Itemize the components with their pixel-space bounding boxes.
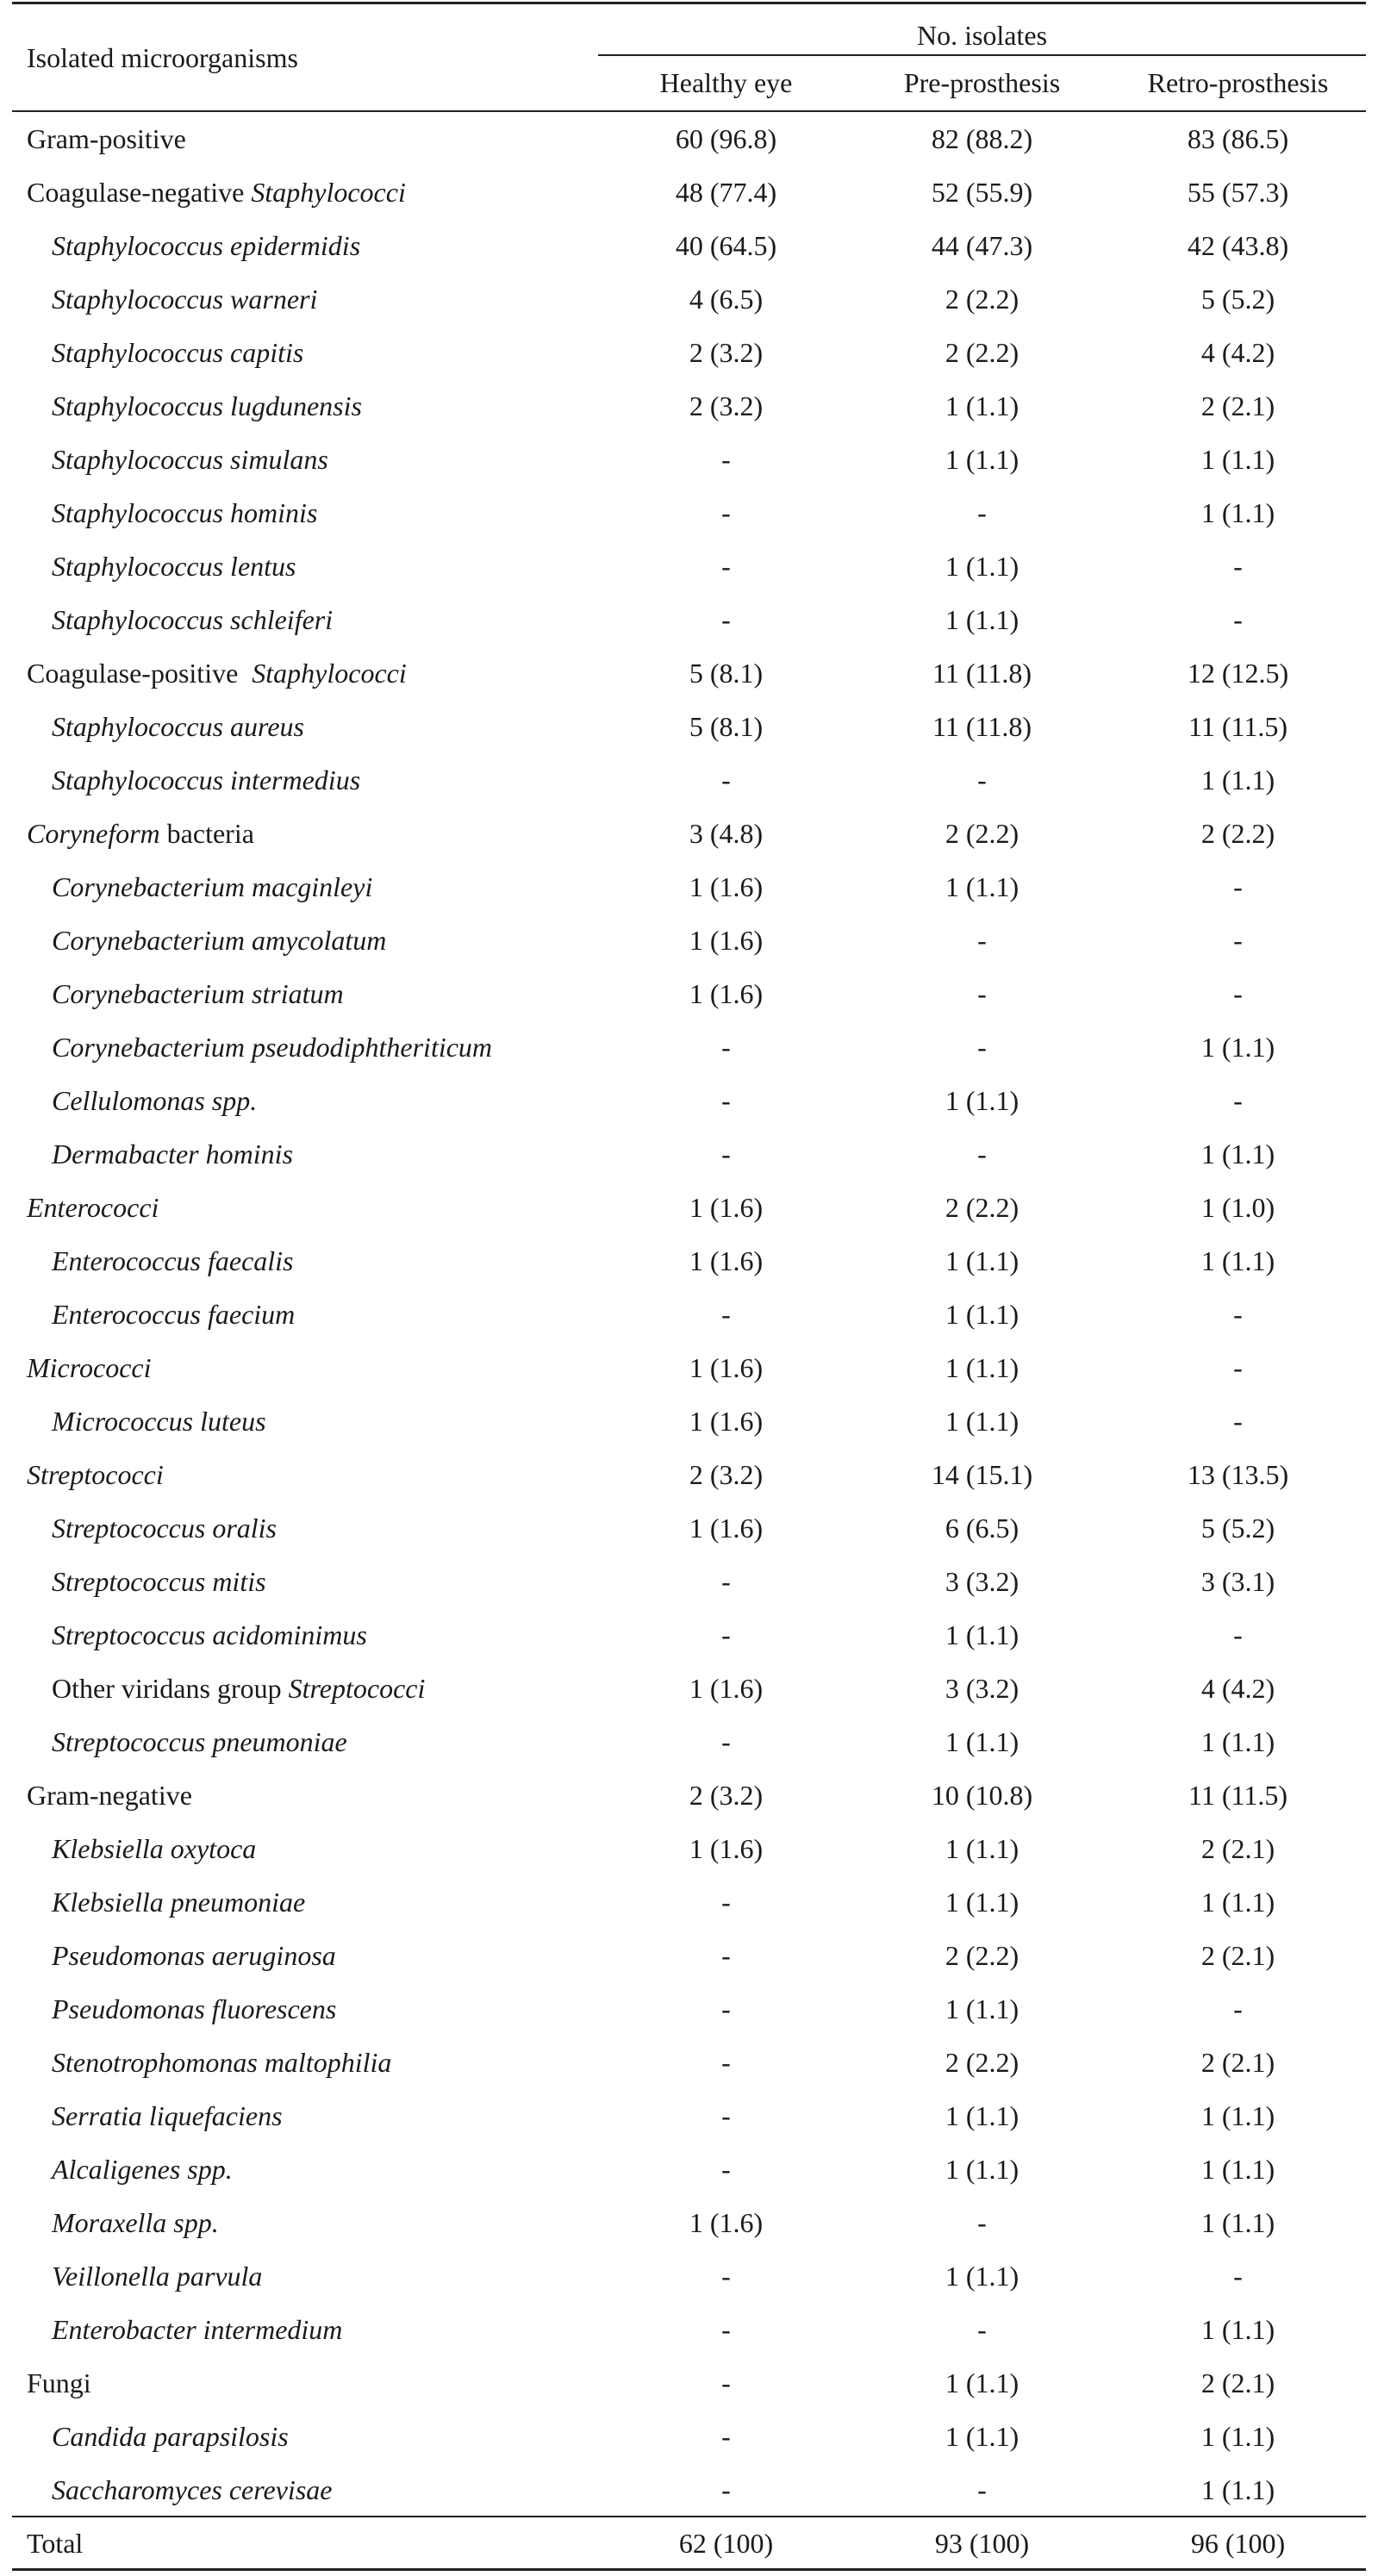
table-row bbox=[12, 1929, 1366, 1982]
cell-pre-prosthesis: 2 (2.2) bbox=[945, 1940, 1019, 1971]
organism-name-part: Saccharomyces cerevisae bbox=[52, 2474, 333, 2505]
organism-name-part: Staphylococcus lentus bbox=[52, 551, 296, 582]
cell-retro-prosthesis: 2 (2.1) bbox=[1200, 1940, 1275, 1971]
cell-pre-prosthesis: 11 (11.8) bbox=[932, 711, 1032, 742]
table-row bbox=[12, 433, 1366, 486]
cell-retro-prosthesis: - bbox=[1233, 2261, 1243, 2292]
cell-retro-prosthesis: 4 (4.2) bbox=[1200, 337, 1275, 368]
cell-pre-prosthesis: 1 (1.1) bbox=[945, 1245, 1019, 1276]
organism-name bbox=[27, 646, 407, 700]
organism-name bbox=[52, 2196, 219, 2249]
top-rule bbox=[12, 2, 1366, 4]
column-header-pre-prosthesis: Pre-prosthesis bbox=[903, 67, 1061, 98]
organism-name bbox=[52, 593, 333, 646]
organism-name-part: Staphylococcus warneri bbox=[52, 284, 318, 315]
organism-name-part: Cellulomonas spp. bbox=[52, 1085, 258, 1116]
cell-healthy-eye: 40 (64.5) bbox=[675, 230, 777, 261]
organism-name bbox=[52, 700, 304, 753]
cell-healthy-eye: - bbox=[721, 1993, 731, 2024]
first-column-header: Isolated microorganisms bbox=[27, 42, 298, 73]
cell-healthy-eye: 1 (1.6) bbox=[689, 1673, 764, 1704]
organism-name bbox=[27, 1341, 152, 1394]
cell-retro-prosthesis: 4 (4.2) bbox=[1200, 1673, 1275, 1704]
cell-pre-prosthesis: 1 (1.1) bbox=[945, 1619, 1019, 1650]
table-row bbox=[12, 1181, 1366, 1234]
organism-name bbox=[52, 326, 303, 379]
cell-pre-prosthesis: 1 (1.1) bbox=[945, 444, 1019, 475]
table-row bbox=[12, 112, 1366, 165]
cell-healthy-eye: - bbox=[721, 1726, 731, 1757]
cell-pre-prosthesis: 52 (55.9) bbox=[931, 177, 1033, 208]
organism-name-part: Enterococcus faecalis bbox=[52, 1245, 294, 1276]
cell-healthy-eye: - bbox=[721, 1138, 731, 1169]
cell-retro-prosthesis: 1 (1.1) bbox=[1200, 2207, 1275, 2238]
cell-retro-prosthesis: - bbox=[1233, 1993, 1243, 2024]
organism-name bbox=[52, 1501, 277, 1555]
table-row bbox=[12, 2196, 1366, 2249]
total-healthy-eye: 62 (100) bbox=[678, 2528, 774, 2559]
cell-retro-prosthesis: 1 (1.0) bbox=[1200, 1192, 1275, 1223]
organism-name-part: Corynebacterium striatum bbox=[52, 978, 344, 1009]
organism-name-part: Corynebacterium pseudodiphtheriticum bbox=[52, 1032, 493, 1063]
organism-name bbox=[52, 2249, 262, 2303]
organism-name bbox=[52, 1394, 266, 1448]
organism-name bbox=[52, 967, 344, 1020]
cell-pre-prosthesis: - bbox=[977, 2207, 987, 2238]
cell-healthy-eye: 1 (1.6) bbox=[689, 871, 764, 902]
table-row bbox=[12, 914, 1366, 967]
cell-healthy-eye: - bbox=[721, 2154, 731, 2185]
cell-pre-prosthesis: - bbox=[977, 1138, 987, 1169]
cell-healthy-eye: 5 (8.1) bbox=[689, 658, 764, 689]
organism-name-part: Gram-negative bbox=[27, 1780, 192, 1811]
organism-name bbox=[52, 1929, 336, 1982]
cell-pre-prosthesis: 2 (2.2) bbox=[945, 337, 1019, 368]
organism-name-part: Candida parapsilosis bbox=[52, 2421, 289, 2452]
cell-retro-prosthesis: 42 (43.8) bbox=[1187, 230, 1289, 261]
table-row bbox=[12, 593, 1366, 646]
cell-pre-prosthesis: 3 (3.2) bbox=[945, 1673, 1019, 1704]
organism-name bbox=[52, 1234, 294, 1288]
cell-healthy-eye: - bbox=[721, 1887, 731, 1918]
organism-name-part: Streptococcus mitis bbox=[52, 1566, 266, 1597]
organism-name bbox=[27, 112, 186, 165]
organism-name bbox=[27, 1448, 164, 1501]
organism-name-part: Pseudomonas fluorescens bbox=[52, 1993, 337, 2024]
organism-name bbox=[52, 860, 372, 914]
organism-name bbox=[52, 219, 360, 272]
cell-pre-prosthesis: 1 (1.1) bbox=[945, 1726, 1019, 1757]
cell-pre-prosthesis: 2 (2.2) bbox=[945, 818, 1019, 849]
cell-pre-prosthesis: 1 (1.1) bbox=[945, 1833, 1019, 1864]
organism-name-part: Coryneform bbox=[27, 818, 160, 849]
cell-healthy-eye: 48 (77.4) bbox=[675, 177, 777, 208]
cell-retro-prosthesis: 1 (1.1) bbox=[1200, 2474, 1275, 2505]
organism-name-part: Staphylococci bbox=[252, 658, 407, 689]
organism-name-part: Coagulase-negative bbox=[27, 177, 252, 208]
cell-pre-prosthesis: 1 (1.1) bbox=[945, 1352, 1019, 1383]
organism-name bbox=[27, 1768, 192, 1822]
organism-name bbox=[52, 914, 386, 967]
organism-name bbox=[27, 2356, 91, 2410]
organism-name bbox=[52, 540, 296, 593]
cell-retro-prosthesis: 2 (2.1) bbox=[1200, 390, 1275, 421]
cell-retro-prosthesis: - bbox=[1233, 925, 1243, 956]
organism-name-part: Streptococcus acidominimus bbox=[52, 1619, 367, 1650]
organism-name-part: Staphylococcus intermedius bbox=[52, 764, 361, 795]
organism-name bbox=[52, 1555, 266, 1608]
cell-pre-prosthesis: - bbox=[977, 2474, 987, 2505]
table-row bbox=[12, 2463, 1366, 2517]
cell-pre-prosthesis: - bbox=[977, 764, 987, 795]
cell-pre-prosthesis: 1 (1.1) bbox=[945, 551, 1019, 582]
column-header-healthy-eye: Healthy eye bbox=[659, 67, 793, 98]
organism-name-part: Serratia liquefaciens bbox=[52, 2100, 283, 2131]
cell-healthy-eye: 2 (3.2) bbox=[689, 1780, 764, 1811]
cell-retro-prosthesis: - bbox=[1233, 1406, 1243, 1437]
cell-retro-prosthesis: 13 (13.5) bbox=[1187, 1459, 1289, 1490]
cell-healthy-eye: - bbox=[721, 2100, 731, 2131]
organism-name bbox=[52, 433, 328, 486]
cell-healthy-eye: - bbox=[721, 1299, 731, 1330]
table-row bbox=[12, 753, 1366, 807]
cell-retro-prosthesis: 2 (2.1) bbox=[1200, 1833, 1275, 1864]
cell-retro-prosthesis: - bbox=[1233, 1085, 1243, 1116]
cell-pre-prosthesis: 2 (2.2) bbox=[945, 284, 1019, 315]
cell-healthy-eye: 60 (96.8) bbox=[675, 123, 777, 154]
table-row bbox=[12, 1875, 1366, 1929]
cell-pre-prosthesis: 1 (1.1) bbox=[945, 2421, 1019, 2452]
table-body bbox=[12, 112, 1366, 2570]
organism-name-part: Stenotrophomonas maltophilia bbox=[52, 2047, 392, 2078]
organism-name-part: Pseudomonas aeruginosa bbox=[52, 1940, 336, 1971]
table-row bbox=[12, 540, 1366, 593]
table-row bbox=[12, 1982, 1366, 2036]
cell-retro-prosthesis: - bbox=[1233, 604, 1243, 635]
cell-retro-prosthesis: 1 (1.1) bbox=[1200, 1138, 1275, 1169]
cell-retro-prosthesis: - bbox=[1233, 1352, 1243, 1383]
cell-healthy-eye: 1 (1.6) bbox=[689, 978, 764, 1009]
organism-name bbox=[52, 2143, 233, 2196]
cell-retro-prosthesis: 1 (1.1) bbox=[1200, 444, 1275, 475]
table-row bbox=[12, 486, 1366, 540]
table-row bbox=[12, 1768, 1366, 1822]
cell-pre-prosthesis: 44 (47.3) bbox=[931, 230, 1033, 261]
cell-pre-prosthesis: 1 (1.1) bbox=[945, 2261, 1019, 2292]
table-row bbox=[12, 272, 1366, 326]
organism-name bbox=[52, 2303, 342, 2356]
cell-healthy-eye: 5 (8.1) bbox=[689, 711, 764, 742]
table-row bbox=[12, 1555, 1366, 1608]
organism-name-part: Staphylococcus capitis bbox=[52, 337, 304, 368]
cell-healthy-eye: 1 (1.6) bbox=[689, 1833, 764, 1864]
organism-name bbox=[52, 753, 360, 807]
cell-pre-prosthesis: - bbox=[977, 978, 987, 1009]
table-row bbox=[12, 1662, 1366, 1715]
total-retro-prosthesis: 96 (100) bbox=[1190, 2528, 1286, 2559]
organism-name bbox=[52, 2036, 391, 2089]
organism-name bbox=[27, 165, 406, 219]
cell-healthy-eye: - bbox=[721, 1032, 731, 1063]
cell-healthy-eye: - bbox=[721, 2047, 731, 2078]
table-row bbox=[12, 1448, 1366, 1501]
organism-name-part: Dermabacter hominis bbox=[52, 1138, 293, 1169]
organism-name-part: Staphylococcus lugdunensis bbox=[52, 390, 362, 421]
cell-pre-prosthesis: 1 (1.1) bbox=[945, 1299, 1019, 1330]
organism-name-part: Enterococci bbox=[27, 1192, 159, 1223]
table-row bbox=[12, 2143, 1366, 2196]
organism-name-part: Streptococcus pneumoniae bbox=[52, 1726, 347, 1757]
table-row bbox=[12, 1501, 1366, 1555]
organism-name-part: bacteria bbox=[159, 818, 254, 849]
cell-healthy-eye: - bbox=[721, 2314, 731, 2345]
organism-name-part: Staphylococcus hominis bbox=[52, 497, 318, 528]
table-row bbox=[12, 1715, 1366, 1768]
cell-healthy-eye: 2 (3.2) bbox=[689, 1459, 764, 1490]
table-row bbox=[12, 807, 1366, 860]
cell-retro-prosthesis: 3 (3.1) bbox=[1200, 1566, 1275, 1597]
table-row bbox=[12, 1341, 1366, 1394]
organism-name-part: Staphylococci bbox=[251, 177, 406, 208]
cell-healthy-eye: - bbox=[721, 1940, 731, 1971]
organism-name bbox=[52, 2410, 289, 2463]
cell-pre-prosthesis: 1 (1.1) bbox=[945, 2100, 1019, 2131]
cell-pre-prosthesis: 2 (2.2) bbox=[945, 2047, 1019, 2078]
cell-healthy-eye: - bbox=[721, 2421, 731, 2452]
cell-healthy-eye: - bbox=[721, 497, 731, 528]
cell-retro-prosthesis: 12 (12.5) bbox=[1187, 658, 1289, 689]
table-row bbox=[12, 1608, 1366, 1662]
cell-retro-prosthesis: 1 (1.1) bbox=[1200, 2314, 1275, 2345]
organism-name-part: Other viridans group bbox=[52, 1673, 289, 1704]
bottom-rule bbox=[12, 2568, 1366, 2571]
table-row bbox=[12, 1127, 1366, 1181]
cell-pre-prosthesis: 14 (15.1) bbox=[931, 1459, 1033, 1490]
cell-retro-prosthesis: 11 (11.5) bbox=[1188, 1780, 1288, 1811]
cell-retro-prosthesis: 2 (2.1) bbox=[1200, 2047, 1275, 2078]
cell-healthy-eye: 2 (3.2) bbox=[689, 337, 764, 368]
cell-healthy-eye: 1 (1.6) bbox=[689, 1245, 764, 1276]
table-row bbox=[12, 1822, 1366, 1875]
organism-name-part: Corynebacterium macginleyi bbox=[52, 871, 373, 902]
organism-name-part: Staphylococcus simulans bbox=[52, 444, 328, 475]
cell-retro-prosthesis: - bbox=[1233, 871, 1243, 902]
table-row bbox=[12, 1074, 1366, 1127]
organism-name bbox=[52, 1608, 367, 1662]
cell-pre-prosthesis: 1 (1.1) bbox=[945, 1406, 1019, 1437]
cell-healthy-eye: 4 (6.5) bbox=[689, 284, 764, 315]
cell-retro-prosthesis: 55 (57.3) bbox=[1187, 177, 1289, 208]
cell-pre-prosthesis: 1 (1.1) bbox=[945, 2367, 1019, 2398]
table-row bbox=[12, 1288, 1366, 1341]
column-header-retro-prosthesis: Retro-prosthesis bbox=[1147, 67, 1329, 98]
table-row bbox=[12, 2410, 1366, 2463]
organism-name bbox=[52, 272, 317, 326]
cell-healthy-eye: - bbox=[721, 1566, 731, 1597]
organism-name bbox=[52, 379, 362, 433]
cell-pre-prosthesis: - bbox=[977, 1032, 987, 1063]
organism-name-part: Staphylococcus aureus bbox=[52, 711, 304, 742]
organism-name-part: Klebsiella oxytoca bbox=[52, 1833, 257, 1864]
table-row bbox=[12, 860, 1366, 914]
organism-name bbox=[52, 1662, 425, 1715]
cell-healthy-eye: 1 (1.6) bbox=[689, 2207, 764, 2238]
cell-retro-prosthesis: 2 (2.2) bbox=[1200, 818, 1275, 849]
organism-name-part: Coagulase-positive bbox=[27, 658, 253, 689]
organism-name-part: Streptococci bbox=[27, 1459, 164, 1490]
cell-healthy-eye: - bbox=[721, 444, 731, 475]
cell-retro-prosthesis: 2 (2.1) bbox=[1200, 2367, 1275, 2398]
cell-retro-prosthesis: 1 (1.1) bbox=[1200, 2154, 1275, 2185]
cell-pre-prosthesis: 6 (6.5) bbox=[945, 1513, 1019, 1544]
cell-retro-prosthesis: 1 (1.1) bbox=[1200, 1245, 1275, 1276]
table-row bbox=[12, 379, 1366, 433]
table-row bbox=[12, 2036, 1366, 2089]
organism-name bbox=[52, 1020, 492, 1074]
cell-healthy-eye: - bbox=[721, 1619, 731, 1650]
organism-name bbox=[52, 1822, 256, 1875]
organism-name-part: Streptococci bbox=[288, 1673, 426, 1704]
organism-name-part: Micrococci bbox=[27, 1352, 152, 1383]
table-row bbox=[12, 2249, 1366, 2303]
table-row bbox=[12, 2356, 1366, 2410]
organism-name bbox=[27, 1181, 159, 1234]
cell-healthy-eye: 1 (1.6) bbox=[689, 1406, 764, 1437]
cell-retro-prosthesis: 1 (1.1) bbox=[1200, 497, 1275, 528]
cell-retro-prosthesis: 1 (1.1) bbox=[1200, 764, 1275, 795]
cell-healthy-eye: - bbox=[721, 2367, 731, 2398]
cell-healthy-eye: 1 (1.6) bbox=[689, 925, 764, 956]
cell-healthy-eye: - bbox=[721, 604, 731, 635]
table-row bbox=[12, 1394, 1366, 1448]
table-row bbox=[12, 2089, 1366, 2143]
cell-retro-prosthesis: 1 (1.1) bbox=[1200, 2421, 1275, 2452]
cell-healthy-eye: - bbox=[721, 764, 731, 795]
cell-pre-prosthesis: 1 (1.1) bbox=[945, 1085, 1019, 1116]
cell-healthy-eye: 1 (1.6) bbox=[689, 1513, 764, 1544]
total-label: Total bbox=[27, 2528, 84, 2559]
cell-retro-prosthesis: - bbox=[1233, 1619, 1243, 1650]
organism-name bbox=[27, 807, 254, 860]
total-row bbox=[12, 2517, 1366, 2570]
cell-healthy-eye: - bbox=[721, 2261, 731, 2292]
cell-retro-prosthesis: 1 (1.1) bbox=[1200, 1032, 1275, 1063]
group-span-rule bbox=[598, 54, 1366, 56]
total-pre-prosthesis: 93 (100) bbox=[934, 2528, 1030, 2559]
organism-name bbox=[52, 1982, 336, 2036]
cell-retro-prosthesis: 83 (86.5) bbox=[1187, 123, 1289, 154]
cell-pre-prosthesis: - bbox=[977, 925, 987, 956]
organism-name-part: Streptococcus oralis bbox=[52, 1513, 277, 1544]
total-rule bbox=[12, 2516, 1366, 2517]
cell-pre-prosthesis: 1 (1.1) bbox=[945, 604, 1019, 635]
cell-pre-prosthesis: 2 (2.2) bbox=[945, 1192, 1019, 1223]
cell-healthy-eye: - bbox=[721, 1085, 731, 1116]
organism-name-part: Veillonella parvula bbox=[52, 2261, 263, 2292]
cell-pre-prosthesis: 11 (11.8) bbox=[932, 658, 1032, 689]
organism-name bbox=[52, 2463, 332, 2517]
cell-pre-prosthesis: 1 (1.1) bbox=[945, 1887, 1019, 1918]
organism-name-part: Alcaligenes spp. bbox=[52, 2154, 233, 2185]
table-row bbox=[12, 219, 1366, 272]
cell-pre-prosthesis: - bbox=[977, 2314, 987, 2345]
table-row bbox=[12, 1234, 1366, 1288]
cell-healthy-eye: 2 (3.2) bbox=[689, 390, 764, 421]
cell-retro-prosthesis: 5 (5.2) bbox=[1200, 284, 1275, 315]
organism-name bbox=[52, 1288, 295, 1341]
table-row bbox=[12, 700, 1366, 753]
organism-name-part: Enterococcus faecium bbox=[52, 1299, 296, 1330]
cell-retro-prosthesis: 1 (1.1) bbox=[1200, 1726, 1275, 1757]
cell-retro-prosthesis: 11 (11.5) bbox=[1188, 711, 1288, 742]
cell-retro-prosthesis: - bbox=[1233, 1299, 1243, 1330]
group-header: No. isolates bbox=[916, 20, 1048, 51]
organism-name-part: Corynebacterium amycolatum bbox=[52, 925, 387, 956]
table-row bbox=[12, 1020, 1366, 1074]
cell-retro-prosthesis: 1 (1.1) bbox=[1200, 1887, 1275, 1918]
cell-retro-prosthesis: - bbox=[1233, 551, 1243, 582]
cell-healthy-eye: - bbox=[721, 2474, 731, 2505]
table-row bbox=[12, 646, 1366, 700]
cell-pre-prosthesis: 10 (10.8) bbox=[931, 1780, 1033, 1811]
cell-pre-prosthesis: 1 (1.1) bbox=[945, 871, 1019, 902]
organism-name-part: Gram-positive bbox=[27, 123, 186, 154]
organism-name-part: Staphylococcus epidermidis bbox=[52, 230, 361, 261]
cell-pre-prosthesis: 1 (1.1) bbox=[945, 2154, 1019, 2185]
cell-pre-prosthesis: 1 (1.1) bbox=[945, 390, 1019, 421]
organism-name bbox=[52, 1715, 347, 1768]
cell-retro-prosthesis: - bbox=[1233, 978, 1243, 1009]
organism-name-part: Micrococcus luteus bbox=[52, 1406, 266, 1437]
cell-healthy-eye: - bbox=[721, 551, 731, 582]
cell-pre-prosthesis: 1 (1.1) bbox=[945, 1993, 1019, 2024]
cell-healthy-eye: 1 (1.6) bbox=[689, 1192, 764, 1223]
organism-name bbox=[52, 1127, 293, 1181]
cell-retro-prosthesis: 5 (5.2) bbox=[1200, 1513, 1275, 1544]
cell-retro-prosthesis: 1 (1.1) bbox=[1200, 2100, 1275, 2131]
organism-name bbox=[52, 486, 317, 540]
table-row bbox=[12, 165, 1366, 219]
organism-name bbox=[52, 2089, 283, 2143]
organism-name-part: Staphylococcus schleiferi bbox=[52, 604, 334, 635]
table-row bbox=[12, 2303, 1366, 2356]
table-row bbox=[12, 967, 1366, 1020]
cell-healthy-eye: 1 (1.6) bbox=[689, 1352, 764, 1383]
organism-name-part: Moraxella spp. bbox=[52, 2207, 219, 2238]
table-row bbox=[12, 326, 1366, 379]
cell-pre-prosthesis: 82 (88.2) bbox=[931, 123, 1033, 154]
cell-pre-prosthesis: - bbox=[977, 497, 987, 528]
organism-name-part: Fungi bbox=[27, 2367, 91, 2398]
organism-name-part: Klebsiella pneumoniae bbox=[52, 1887, 306, 1918]
cell-healthy-eye: 3 (4.8) bbox=[689, 818, 764, 849]
organism-name-part: Enterobacter intermedium bbox=[52, 2314, 343, 2345]
organism-name bbox=[52, 1074, 257, 1127]
organism-name bbox=[52, 1875, 305, 1929]
cell-pre-prosthesis: 3 (3.2) bbox=[945, 1566, 1019, 1597]
